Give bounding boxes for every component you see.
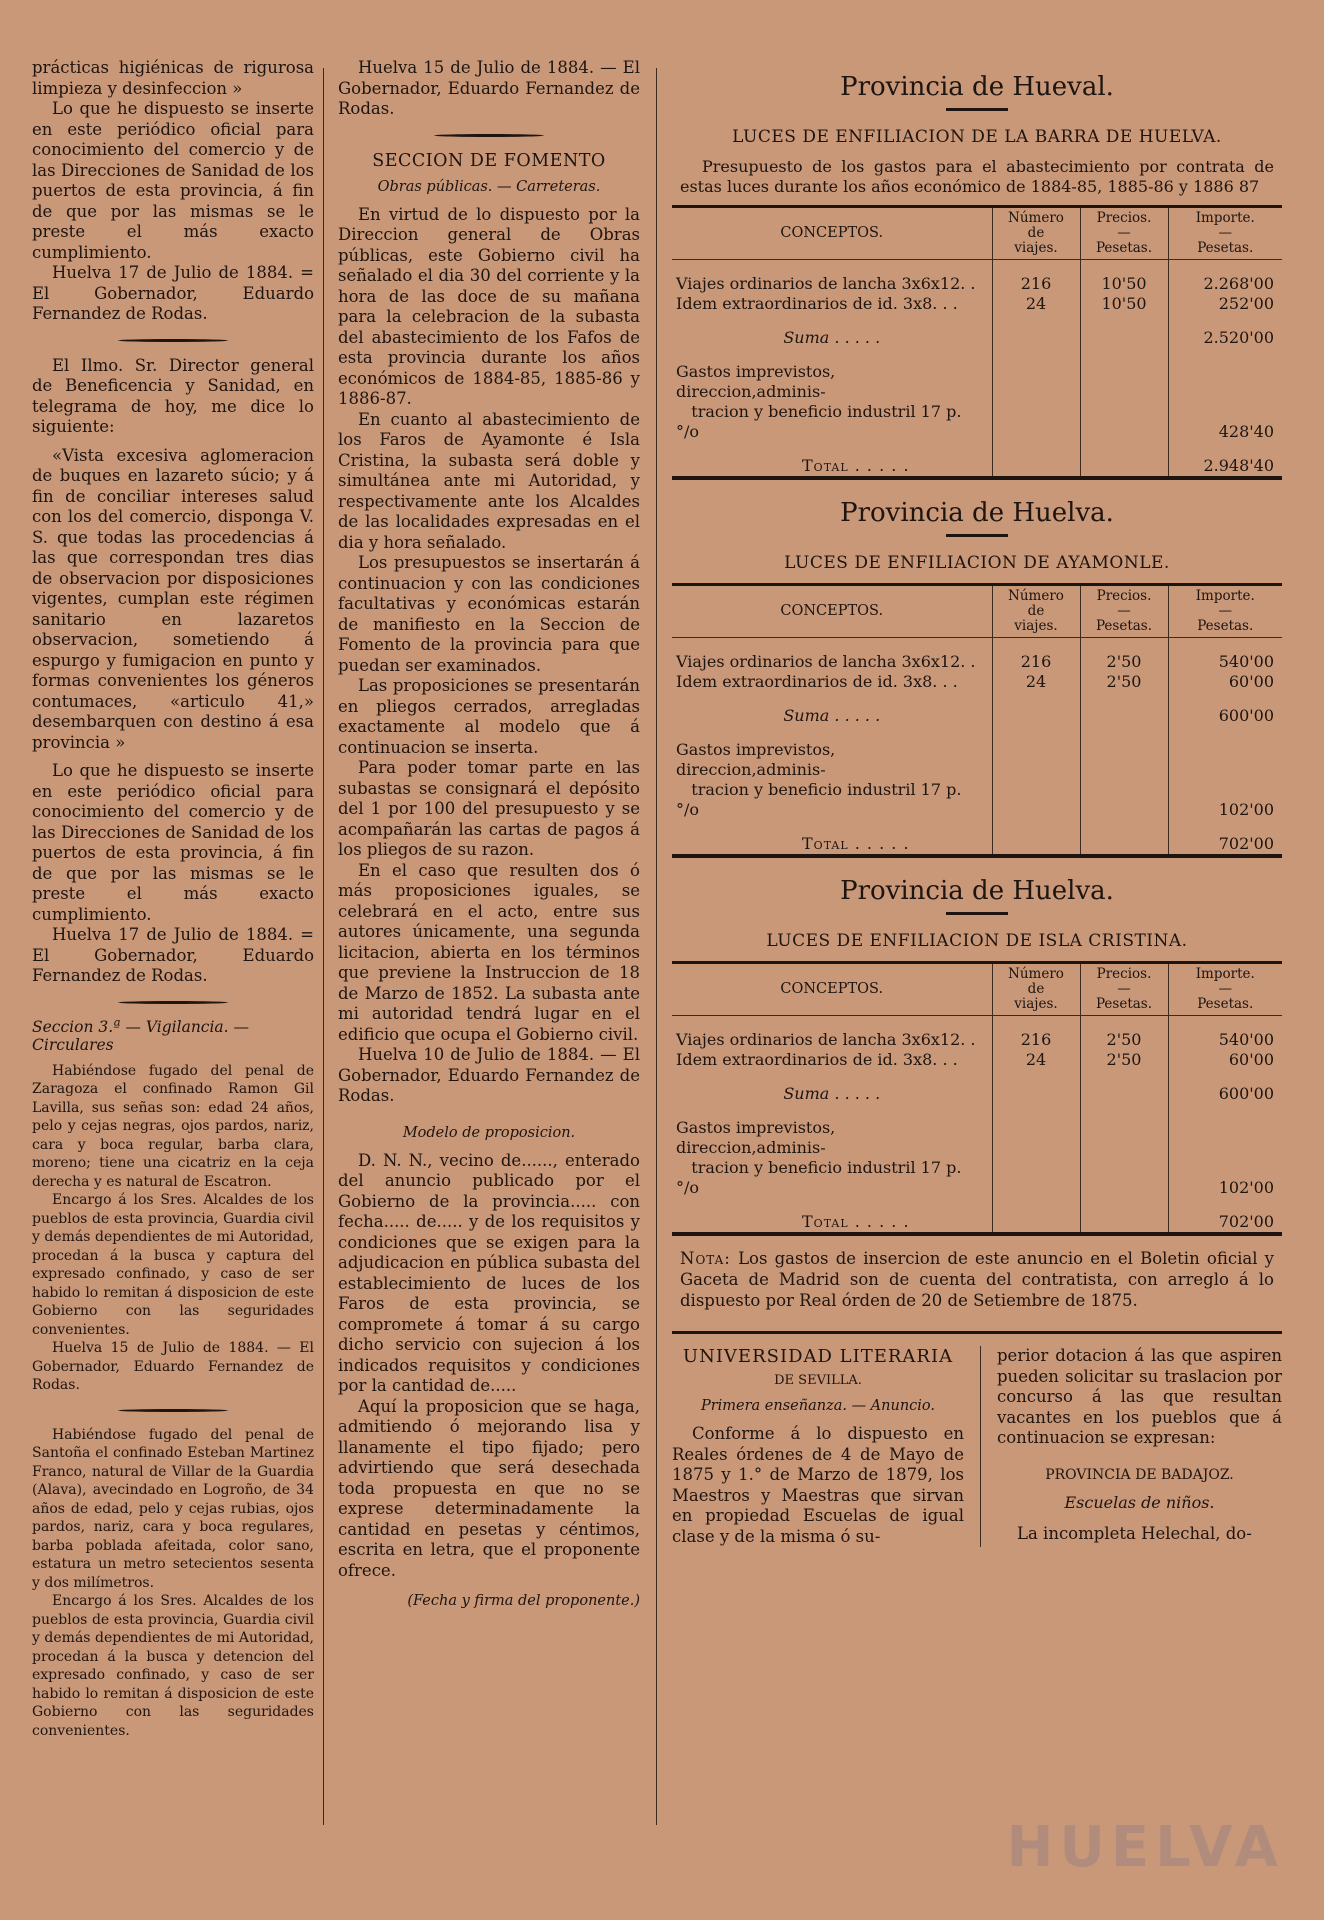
separator bbox=[672, 1331, 1282, 1334]
col1-signature: Huelva 17 de Julio de 1884. = El Gobernador, Eduardo Fernandez de Rodas. bbox=[32, 263, 314, 323]
col2-paragraph: D. N. N., vecino de......, enterado del anuncio publicado por el Gobierno de la provincia..... con fecha..... de..... y de los requisitos y condiciones que se exigen para la adjudicacion en pública subasta del establecimiento de luces de los Faros de esta provincia, se compromete á tomar á su cargo dicho servicio con sujecion á los indicados requisitos y condiciones por la cantidad de..... bbox=[338, 1150, 640, 1395]
header-precios: Precios. — Pesetas. bbox=[1080, 963, 1168, 1016]
separator bbox=[118, 339, 228, 342]
separator bbox=[118, 1001, 228, 1004]
column-1 bbox=[32, 58, 314, 1740]
budget-table-isla-cristina bbox=[672, 961, 1282, 1236]
univ-paragraph: La incompleta Helechal, do- bbox=[1017, 1523, 1252, 1543]
luces-title: LUCES DE ENFILIACION DE ISLA CRISTINA. bbox=[766, 931, 1188, 951]
nota-paragraph bbox=[680, 1248, 1274, 1311]
header-viajes: Número de viajes. bbox=[992, 585, 1080, 638]
header-importe: Importe. — Pesetas. bbox=[1168, 585, 1282, 638]
table-row-suma: Suma . . . . . 600'00 bbox=[672, 1084, 1282, 1104]
column-2 bbox=[338, 58, 640, 1619]
modelo-heading: Modelo de proposicion. bbox=[402, 1124, 576, 1141]
col1-paragraph: Lo que he dispuesto se inserte en este periódico oficial para conocimiento del comercio y de las Direcciones de Sanidad de los puertos de esta provincia, á fin de que por las mismas se le preste el más exacto cumplimiento. bbox=[32, 99, 314, 262]
luces-title: LUCES DE ENFILIACION DE LA BARRA DE HUELVA. bbox=[732, 127, 1222, 147]
univ-right-column bbox=[981, 1346, 1282, 1547]
col1-paragraph: Encargo á los Sres. Alcaldes de los pueblos de esta provincia, Guardia civil y demás dependientes de mi Autoridad, procedan á la busca y captura del expresado confinado, y caso de ser habido lo remitan á disposicion de este Gobierno con las seguridades convenientes. bbox=[32, 1192, 314, 1338]
univ-province: PROVINCIA DE BADAJOZ. bbox=[1045, 1466, 1234, 1483]
col2-paragraph: Las proposiciones se presentarán en pliegos cerrados, arregladas exactamente al modelo que á continuacion se inserta. bbox=[338, 676, 640, 757]
separator bbox=[946, 534, 1008, 537]
table-header bbox=[672, 963, 1282, 1016]
col1-paragraph: El Ilmo. Sr. Director general de Beneficencia y Sanidad, en telegrama de hoy, me dice lo siguiente: bbox=[32, 355, 314, 436]
col1-signature: Huelva 17 de Julio de 1884. = El Gobernador, Eduardo Fernandez de Rodas. bbox=[32, 925, 314, 985]
header-conceptos: CONCEPTOS. bbox=[672, 207, 992, 260]
watermark: HUELVA bbox=[1006, 1815, 1284, 1880]
table-row: Viajes ordinarios de lancha 3x6x12. . 216 10'50 2.268'00 bbox=[672, 274, 1282, 294]
table-row-gastos: Gastos imprevistos, direccion,adminis- tracion y beneficio industril 17 p. °/o 102'00 bbox=[672, 1118, 1282, 1198]
separator bbox=[946, 912, 1008, 915]
table-row: Idem extraordinarios de id. 3x8. . . 24 10'50 252'00 bbox=[672, 294, 1282, 314]
col2-paragraph: Los presupuestos se insertarán á continuacion y con las condiciones facultativas y económicas estarán de manifiesto en la Seccion de Fomento de la provincia para que puedan ser examinados. bbox=[338, 553, 640, 675]
header-viajes: Número de viajes. bbox=[992, 963, 1080, 1016]
province-title: Provincia de Huelva. bbox=[840, 876, 1114, 906]
nota-label: Nota: bbox=[680, 1249, 731, 1268]
col1-paragraph: prácticas higiénicas de rigurosa limpieza y desinfeccion » bbox=[32, 58, 314, 98]
table-row-suma: Suma . . . . . 600'00 bbox=[672, 706, 1282, 726]
univ-left-column bbox=[672, 1346, 981, 1547]
header-precios: Precios. — Pesetas. bbox=[1080, 207, 1168, 260]
province-title: Provincia de Hueval. bbox=[840, 72, 1114, 102]
col1-paragraph: Habiéndose fugado del penal de Zaragoza el confinado Ramon Gil Lavilla, sus señas son: edad 24 años, pelo y cejas negras, ojos pardos, nariz, cara y boca regular, barba clara, moreno; tiene una cicatriz en la ceja derecha y es natural de Escatron. bbox=[32, 1062, 314, 1190]
circulares-block bbox=[32, 1062, 314, 1741]
col2-paragraph: En cuanto al abastecimiento de los Faros de Ayamonte é Isla Cristina, la subasta será doble y simultánea ante mi Autoridad, y respectivamente ante los Alcaldes de las localidades expresadas en el dia y hora señalado. bbox=[338, 409, 640, 552]
col2-signature: Huelva 15 de Julio de 1884. — El Gobernador, Eduardo Fernandez de Rodas. bbox=[338, 58, 640, 118]
univ-title: UNIVERSIDAD LITERARIA bbox=[682, 1346, 954, 1367]
table-header bbox=[672, 207, 1282, 260]
separator bbox=[434, 134, 544, 137]
budget-table-ayamonte bbox=[672, 583, 1282, 858]
presupuesto-text: Presupuesto de los gastos para el abastecimiento por contrata de estas luces durante los años económico de 1884-85, 1885-86 y 1886 87 bbox=[680, 157, 1274, 196]
col1-paragraph: Habiéndose fugado del penal de Santoña el confinado Esteban Martinez Franco, natural de Villar de la Guardia (Alava), avecindado en Logroño, de 34 años de edad, pelo y cejas rubias, ojos pardos, nariz, cara y boca regulares, barba poblada afeitada, color sano, estatura un metro setecientos sesenta y dos milímetros. bbox=[32, 1426, 314, 1591]
table-row: Idem extraordinarios de id. 3x8. . . 24 2'50 60'00 bbox=[672, 1050, 1282, 1070]
section-title-fomento: SECCION DE FOMENTO bbox=[372, 150, 606, 171]
table-row: Viajes ordinarios de lancha 3x6x12. . 216 2'50 540'00 bbox=[672, 1030, 1282, 1050]
firma-note: (Fecha y firma del proponente.) bbox=[407, 1593, 640, 1609]
header-importe: Importe. — Pesetas. bbox=[1168, 207, 1282, 260]
header-viajes: Número de viajes. bbox=[992, 207, 1080, 260]
col2-signature: Huelva 10 de Julio de 1884. — El Gobernador, Eduardo Fernandez de Rodas. bbox=[338, 1045, 640, 1105]
table-row-suma: Suma . . . . . 2.520'00 bbox=[672, 328, 1282, 348]
col2-paragraph: Para poder tomar parte en las subastas se consignará el depósito del 1 por 100 del presupuesto y se acompañarán las cartas de pagos á los pliegos de su razon. bbox=[338, 758, 640, 859]
separator bbox=[118, 1409, 228, 1412]
luces-title: LUCES DE ENFILIACION DE AYAMONLE. bbox=[784, 553, 1170, 573]
col1-signature: Huelva 15 de Julio de 1884. — El Gobernador, Eduardo Fernandez de Rodas. bbox=[32, 1340, 314, 1393]
col1-telegram: «Vista excesiva aglomeracion de buques en lazareto súcio; y á fin de conciliar intereses salud con los del comercio, disponga V. S. que todas las procedencias á las que correspondan tres dias de observacion por disposiciones vigentes, cumplan este régimen sanitario en lazaretos observacion, sometiendo á espurgo y fumigacion en punto y formas convenientes los géneros contumaces, «articulo 41,» desembarquen con destino á esa provincia » bbox=[32, 445, 314, 752]
column-rule bbox=[323, 68, 324, 1825]
table-row: Idem extraordinarios de id. 3x8. . . 24 2'50 60'00 bbox=[672, 672, 1282, 692]
col1-paragraph: Encargo á los Sres. Alcaldes de los pueblos de esta provincia, Guardia civil y demás dependientes de mi Autoridad, procedan á la busca y detencion del expresado confinado, y caso de ser habido lo remitan á disposicion de este Gobierno con las seguridades convenientes. bbox=[32, 1593, 314, 1739]
col1-paragraph: Lo que he dispuesto se inserte en este periódico oficial para conocimiento del comercio y de las Direcciones de Sanidad de los puertos de esta provincia, á fin de que por las mismas se le preste el más exacto cumplimiento. bbox=[32, 761, 314, 924]
header-precios: Precios. — Pesetas. bbox=[1080, 585, 1168, 638]
col2-paragraph: En virtud de lo dispuesto por la Direccion general de Obras públicas, este Gobierno civil ha señalado el dia 30 del corriente y la hora de las doce de su mañana para la celebracion de la subasta del abastecimiento de los Fafos de esta provincia durante los años económicos de 1884-85, 1885-86 y 1886-87. bbox=[338, 204, 640, 408]
nota-text: Los gastos de insercion de este anuncio en el Boletin oficial y Gaceta de Madrid son de cuenta del contratista, con arreglo á lo dispuesto por Real órden de 20 de Setiembre de 1875. bbox=[680, 1249, 1274, 1310]
univ-paragraph: Conforme á lo dispuesto en Reales órdenes de 4 de Mayo de 1875 y 1.° de Marzo de 1879, los Maestros y Maestras que sirvan en propiedad Escuelas de igual clase y de la misma ó su- bbox=[672, 1424, 964, 1546]
header-conceptos: CONCEPTOS. bbox=[672, 963, 992, 1016]
column-rule bbox=[656, 68, 657, 1825]
col2-paragraph: En el caso que resulten dos ó más proposiciones iguales, se celebrará en el acto, entre sus autores únicamente, una segunda licitacion, abierta en los términos que previene la Instruccion de 18 de Marzo de 1852. La subasta ante mi autoridad tendrá lugar en el edificio que ocupa el Gobierno civil. bbox=[338, 860, 640, 1044]
table-row: Viajes ordinarios de lancha 3x6x12. . 216 2'50 540'00 bbox=[672, 652, 1282, 672]
header-importe: Importe. — Pesetas. bbox=[1168, 963, 1282, 1016]
univ-subtitle: DE SEVILLA. bbox=[774, 1373, 862, 1388]
province-title: Provincia de Huelva. bbox=[840, 498, 1114, 528]
separator bbox=[946, 108, 1008, 111]
table-row-gastos: Gastos imprevistos, direccion,adminis- tracion y beneficio industril 17 p. °/o 428'40 bbox=[672, 362, 1282, 442]
budget-table-barra bbox=[672, 205, 1282, 480]
univ-escuelas: Escuelas de niños. bbox=[1064, 1492, 1215, 1512]
column-3 bbox=[672, 58, 1282, 1547]
section-heading-vigilancia: Seccion 3.ª — Vigilancia. — Circulares bbox=[32, 1017, 250, 1054]
table-row-gastos: Gastos imprevistos, direccion,adminis- tracion y beneficio industril 17 p. °/o 102'00 bbox=[672, 740, 1282, 820]
table-row-total: Total . . . . . 2.948'40 bbox=[672, 456, 1282, 478]
universidad-notice bbox=[672, 1346, 1282, 1547]
univ-paragraph: perior dotacion á las que aspiren pueden solicitar su traslacion por concurso á las que resultan vacantes en los pueblos que á continuacion se expresan: bbox=[997, 1346, 1282, 1447]
table-row-total: Total . . . . . 702'00 bbox=[672, 834, 1282, 856]
section-subtitle: Obras públicas. — Carreteras. bbox=[377, 178, 601, 195]
header-conceptos: CONCEPTOS. bbox=[672, 585, 992, 638]
table-row-total: Total . . . . . 702'00 bbox=[672, 1212, 1282, 1234]
table-header bbox=[672, 585, 1282, 638]
col2-paragraph: Aquí la proposicion que se haga, admitiendo ó mejorando lisa y llanamente el tipo fijado; pero advirtiendo que será desechada toda propuesta en que no se exprese determinadamente la cantidad en pesetas y céntimos, escrita en letra, que el proponente ofrece. bbox=[338, 1396, 640, 1580]
univ-heading: Primera enseñanza. — Anuncio. bbox=[700, 1398, 936, 1414]
